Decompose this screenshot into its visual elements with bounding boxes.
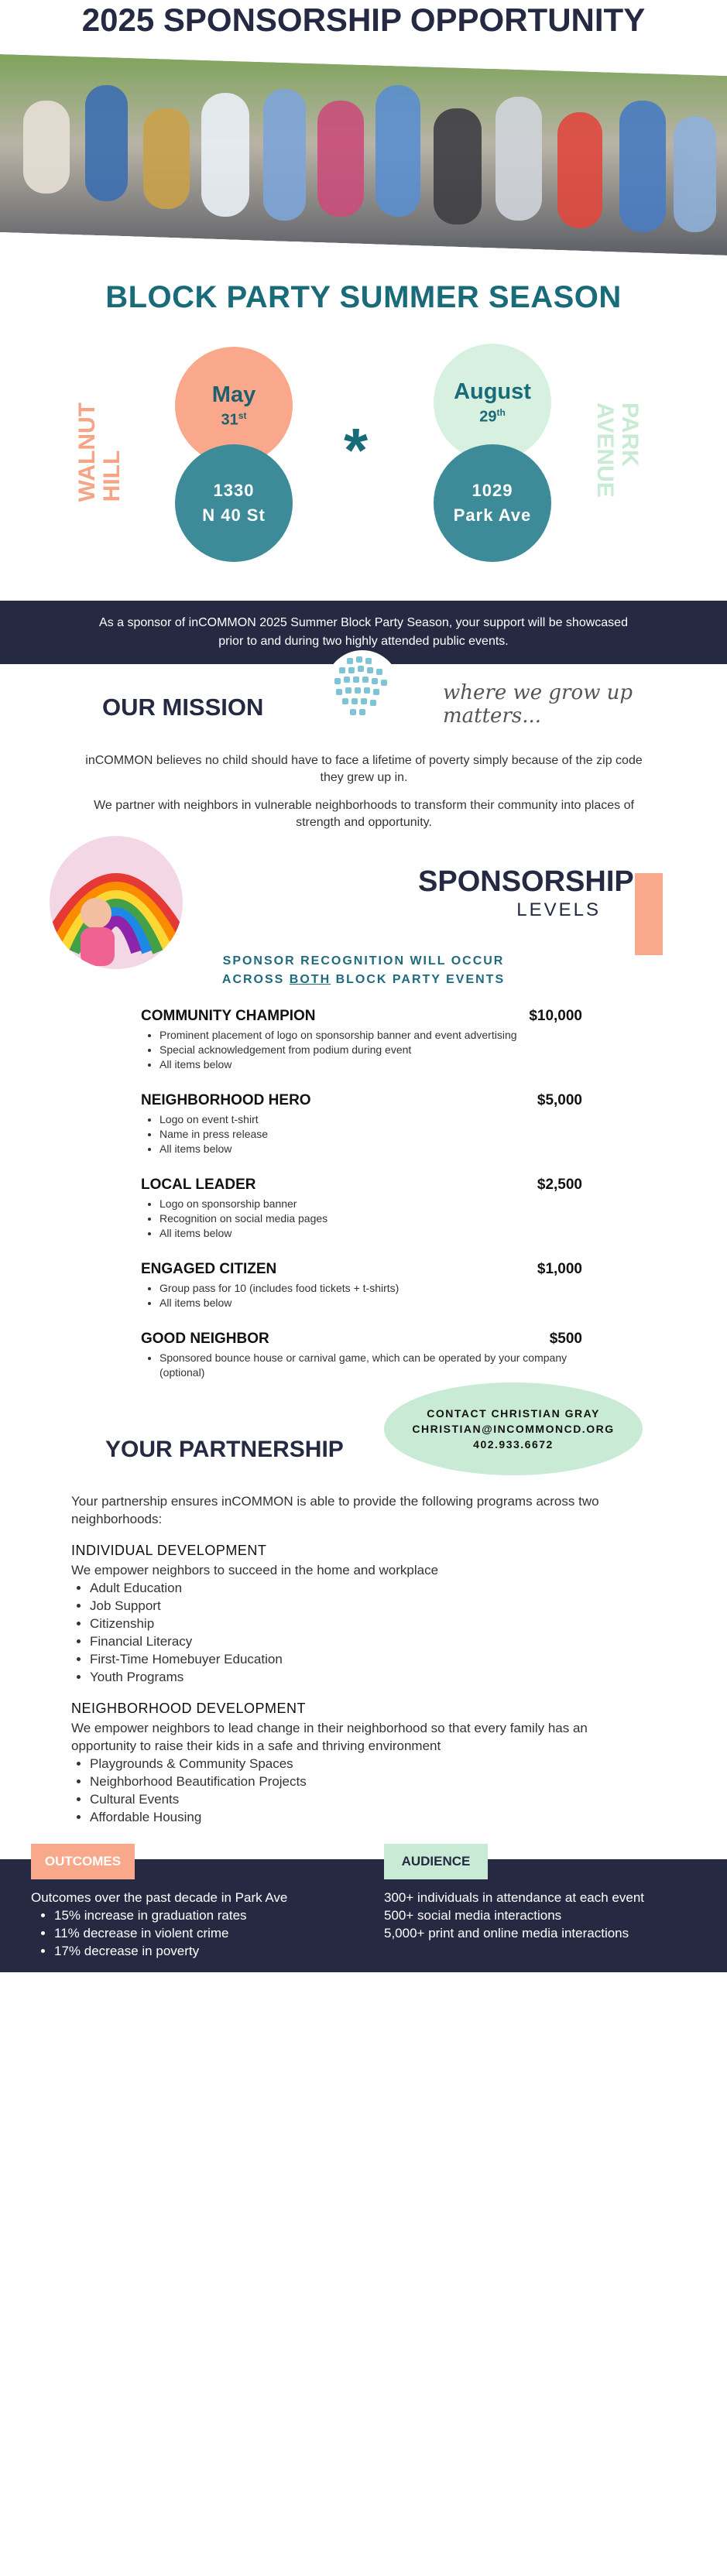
level-community-champion — [141, 1006, 582, 1072]
outcomes-panel — [31, 1889, 356, 1960]
level-benefit: • Recognition on social media pages — [159, 1211, 582, 1226]
outcomes-tag: OUTCOMES — [31, 1844, 135, 1879]
neighborhood-development-heading: NEIGHBORHOOD DEVELOPMENT — [71, 1701, 307, 1716]
level-price: $2,500 — [537, 1177, 582, 1193]
sponsorship-levels — [141, 1006, 582, 1399]
event2-address-line1: 1029 — [472, 481, 513, 500]
neighborhood-right-line1: PARK — [617, 402, 643, 467]
recognition-line1: SPONSOR RECOGNITION WILL OCCUR — [222, 954, 505, 968]
block-party-photo — [0, 54, 727, 263]
walnut-hill-label — [74, 402, 125, 502]
level-name: LOCAL LEADER — [141, 1177, 256, 1193]
level-benefit: • All items below — [159, 1226, 582, 1241]
neighborhood-development-text: We empower neighbors to lead change in their neighborhood so that every family has an opportunity to raise their kids in a safe and thriving environment — [71, 1721, 588, 1753]
program-item: • Citizenship — [90, 1615, 644, 1632]
recognition-note — [0, 952, 727, 989]
mission-paragraph: inCOMMON believes no child should have to face a lifetime of poverty simply because of the zip code they grew up in. — [85, 754, 643, 784]
contact-name: CONTACT CHRISTIAN GRAY — [427, 1407, 600, 1420]
level-price: $1,000 — [537, 1261, 582, 1277]
audience-tag: AUDIENCE — [384, 1844, 488, 1879]
program-item: • Cultural Events — [90, 1790, 644, 1808]
child-rainbow-photo — [50, 836, 183, 969]
event1-address-line2: N 40 St — [202, 505, 266, 525]
outcome-item: • 17% decrease in poverty — [54, 1942, 356, 1960]
outcomes-intro: Outcomes over the past decade in Park Ave — [31, 1890, 288, 1905]
program-item: • Financial Literacy — [90, 1632, 644, 1650]
event2-month: August — [454, 379, 531, 405]
recognition-line2: ACROSS BOTH BLOCK PARTY EVENTS — [221, 973, 506, 986]
level-benefit: • Special acknowledgement from podium during event — [159, 1043, 582, 1057]
level-benefit: • All items below — [159, 1142, 582, 1156]
level-name: COMMUNITY CHAMPION — [141, 1008, 316, 1024]
season-title: BLOCK PARTY SUMMER SEASON — [105, 280, 622, 314]
sponsorship-title: SPONSORSHIP — [418, 865, 634, 898]
mission-tagline: where we grow up matters... — [443, 681, 633, 728]
level-benefit: • Logo on event t-shirt — [159, 1112, 582, 1127]
mission-text — [77, 752, 650, 842]
program-item: • Affordable Housing — [90, 1808, 644, 1826]
level-benefit: • Sponsored bounce house or carnival game, which can be operated by your company (optional) — [159, 1351, 582, 1380]
level-neighborhood-hero — [141, 1091, 582, 1156]
audience-item: 300+ individuals in attendance at each event — [384, 1890, 644, 1905]
mission-title: OUR MISSION — [102, 694, 264, 721]
sponsor-note: As a sponsor of inCOMMON 2025 Summer Block Party Season, your support will be showcased prior to and during two highly attended public events. — [99, 616, 628, 648]
partnership-title: YOUR PARTNERSHIP — [105, 1437, 344, 1462]
contact-email[interactable]: CHRISTIAN@INCOMMONCD.ORG — [412, 1423, 615, 1435]
mission-paragraph: We partner with neighbors in vulnerable neighborhoods to transform their community into places of strength and opportunity. — [94, 799, 634, 829]
event1-address-circle — [175, 444, 293, 562]
event2-day: 29th — [479, 407, 506, 426]
event1-address-line1: 1330 — [213, 481, 255, 500]
level-name: GOOD NEIGHBOR — [141, 1331, 269, 1347]
level-engaged-citizen — [141, 1259, 582, 1310]
partnership-body — [71, 1492, 644, 1840]
audience-item: 500+ social media interactions — [384, 1908, 562, 1923]
asterisk-separator: * — [344, 416, 369, 485]
page-title: 2025 SPONSORSHIP OPPORTUNITY — [81, 2, 646, 38]
level-price: $10,000 — [529, 1008, 582, 1024]
level-local-leader — [141, 1175, 582, 1241]
level-name: NEIGHBORHOOD HERO — [141, 1092, 311, 1108]
program-item: • Youth Programs — [90, 1668, 644, 1686]
outcome-item: • 11% decrease in violent crime — [54, 1924, 356, 1942]
event1-day: 31st — [221, 410, 247, 429]
audience-item: 5,000+ print and online media interactions — [384, 1926, 629, 1941]
contact-phone[interactable]: 402.933.6672 — [473, 1438, 554, 1451]
park-avenue-label — [592, 402, 643, 498]
audience-panel — [384, 1889, 709, 1942]
neighborhood-left-line2: HILL — [99, 450, 125, 502]
neighborhood-right-line2: AVENUE — [592, 402, 618, 498]
level-benefit: • Name in press release — [159, 1127, 582, 1142]
program-item: • First-Time Homebuyer Education — [90, 1650, 644, 1668]
level-price: $500 — [549, 1331, 582, 1347]
level-benefit: • All items below — [159, 1296, 582, 1310]
sponsorship-subtitle: LEVELS — [516, 899, 601, 920]
event1-month: May — [211, 382, 256, 408]
level-good-neighbor — [141, 1329, 582, 1380]
incommon-dots-logo-icon — [324, 649, 401, 726]
program-item: • Neighborhood Beautification Projects — [90, 1773, 644, 1790]
program-item: • Job Support — [90, 1597, 644, 1615]
partnership-intro: Your partnership ensures inCOMMON is able to provide the following programs across two neighborhoods: — [71, 1494, 599, 1526]
program-item: • Playgrounds & Community Spaces — [90, 1755, 644, 1773]
event2-address-line2: Park Ave — [453, 505, 532, 525]
individual-development-heading: INDIVIDUAL DEVELOPMENT — [71, 1543, 267, 1558]
neighborhood-left-line1: WALNUT — [74, 402, 100, 502]
decorative-accent-bar — [635, 873, 663, 955]
event2-address-circle — [434, 444, 551, 562]
outcome-item: • 15% increase in graduation rates — [54, 1906, 356, 1924]
program-item: • Adult Education — [90, 1579, 644, 1597]
level-price: $5,000 — [537, 1092, 582, 1108]
level-benefit: • All items below — [159, 1057, 582, 1072]
individual-development-text: We empower neighbors to succeed in the home and workplace — [71, 1563, 439, 1577]
level-name: ENGAGED CITIZEN — [141, 1261, 277, 1277]
level-benefit: • Group pass for 10 (includes food tickets + t-shirts) — [159, 1281, 582, 1296]
level-benefit: • Logo on sponsorship banner — [159, 1197, 582, 1211]
level-benefit: • Prominent placement of logo on sponsorship banner and event advertising — [159, 1028, 582, 1043]
contact-badge — [384, 1382, 643, 1475]
